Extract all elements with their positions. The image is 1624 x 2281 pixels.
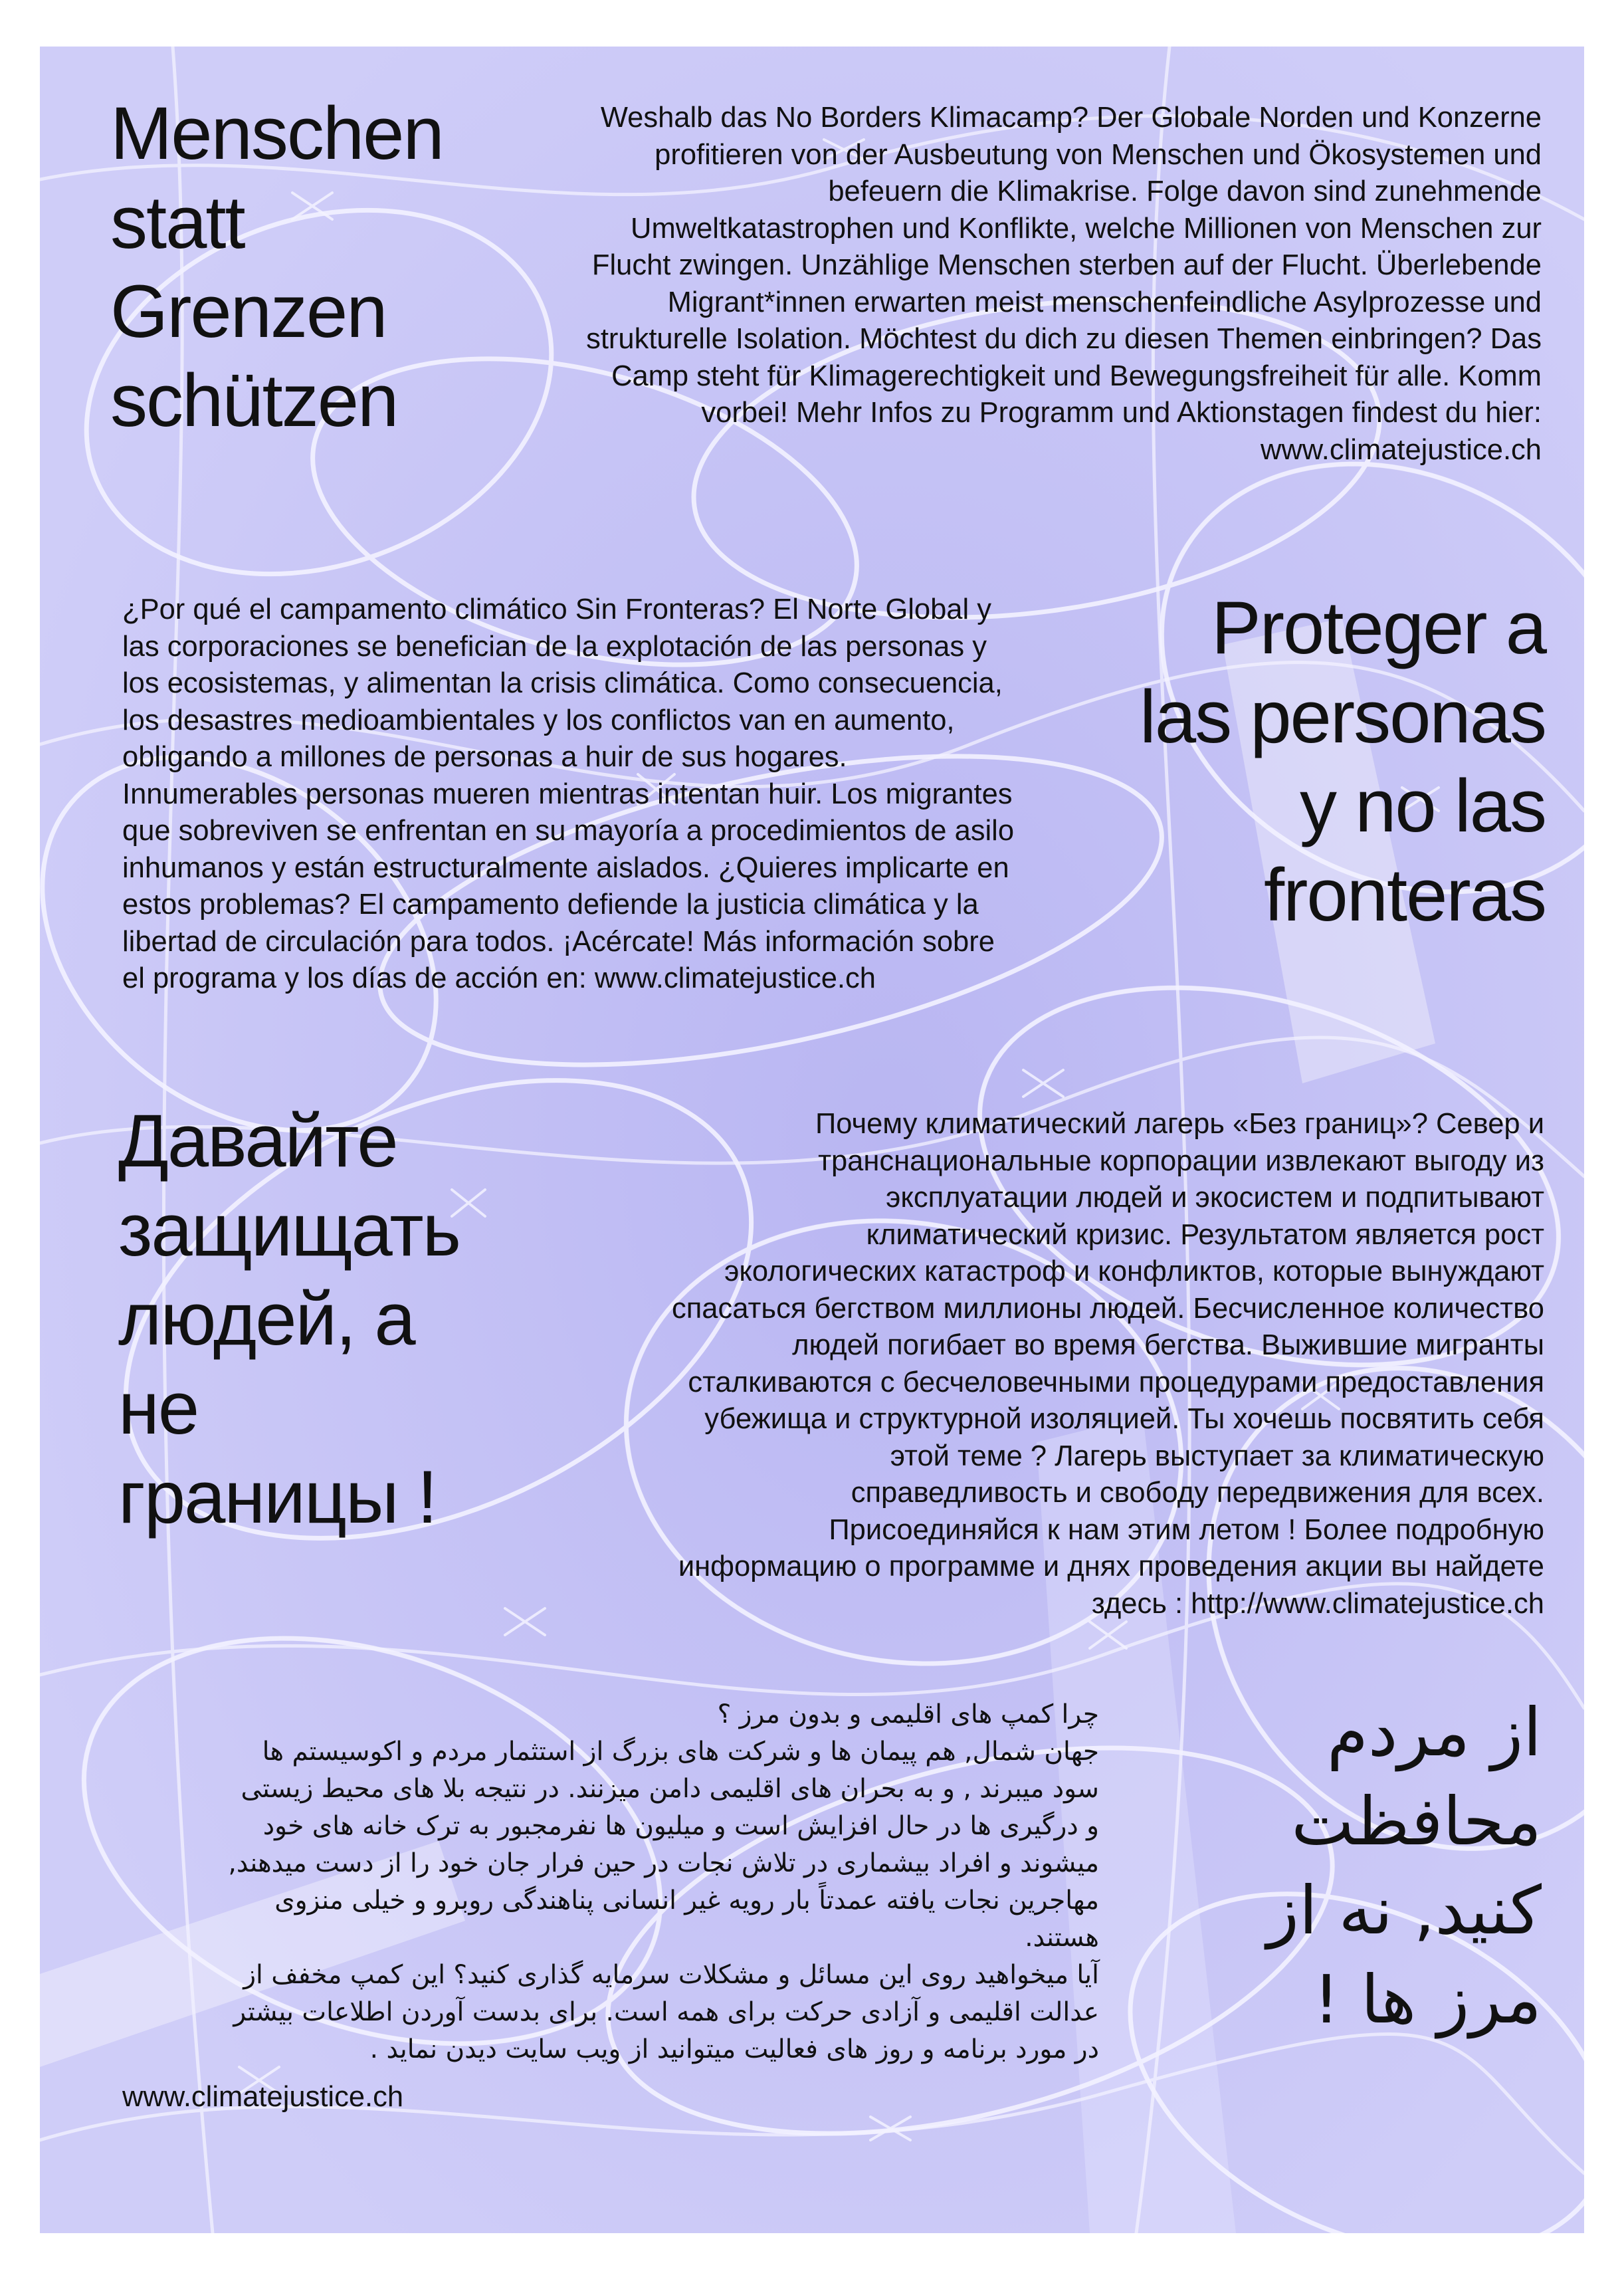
headline-german: Menschen statt Grenzen schützen — [110, 92, 443, 442]
poster-panel — [40, 47, 1584, 2233]
body-spanish: ¿Por qué el campamento climático Sin Fronteras? El Norte Global y las corporaciones se benefician de la explotación de las personas y los ecosistemas, y alimentan la crisis climática. Como consecuencia, los desastres medioambientales y los conflictos van en aumento, obligando a millones de personas a huir de sus hogares. Innumerables personas mueren mientras intentan huir. Los migrantes que sobreviven se enfrentan en su mayoría a procedimientos de asilo inhumanos y están estructuralmente aislados. ¿Quieres implicarte en estos problemas? El campamento defiende la justicia climática y la libertad de circulación para todos. ¡Acércate! Más información sobre el programa y los días de acción en: www.climatejustice.ch — [122, 594, 1015, 994]
body-russian: Почему климатический лагерь «Без границ»? Север и транснациональные корпорации извлекают выгоду из эксплуатации людей и экосистем и подпитывают климатический кризис. Результатом является рост экологических катастроф и конфликтов, которые вынуждают спасаться бегством миллионы людей. Бесчисленное количество людей погибает во время бегства. Выжившие мигранты сталкиваются с бесчеловечными процедурами предоставления убежища и структурной изоляцией. Ты хочешь посвятить себя этой теме ? Лагерь выступает за климатическую справедливость и свободу передвижения для всех. Присоединяйся к нам этим летом ! Более подробную информацию о программе и днях проведения акции вы найдете здесь : http://www.climatejustice.ch — [672, 1108, 1544, 1620]
headline-russian: Давайте защищать людей, а не границы ! — [118, 1099, 460, 1539]
body-persian: چرا کمپ های اقلیمی و بدون مرز ؟ جهان شمال, هم پیمان ها و شرکت های بزرگ از استثمار مردم و اکوسیستم ها سود میبرند , و به بحران های اقلیمی دامن میزنند. در نتیجه بلا های محیط زیستی و درگیری ها در حال افزایش است و میلیون ها نفرمجبور به ترک خانه های خود میشوند و افراد بیشماری در تلاش نجات در حین فرار جان خود را از دست میدهند, مهاجرین نجات یافته عمدتاً بار رویه غیر انسانی پناهندگی روبرو و خیلی منزوی هستند. آیا میخواهید روی این مسائل و مشکلات سرمایه گذاری کنید؟ این کمپ مخفف از عدالت اقلیمی و آزادی حرکت برای همه است. برای بدست آوردن اطلاعات بیشتر در مورد برنامه و روز های فعالیت میتوانید از ویب سایت دیدن نماید . — [228, 1699, 1099, 2064]
body-german: Weshalb das No Borders Klimacamp? Der Globale Norden und Konzerne profitieren von der Ausbeutung von Menschen und Ökosystemen und befeuern die Klimakrise. Folge davon sind zunehmende Umweltkatastrophen und Konflikte, welche Millionen von Menschen zur Flucht zwingen. Unzählige Menschen sterben auf der Flucht. Überlebende Migrant*innen erwarten meist menschenfeindliche Asylprozesse und strukturelle Isolation. Möchtest du dich zu diesen Themen einbringen? Das Camp steht für Klimagerechtigkeit und Bewegungsfreiheit für alle. Komm vorbei! Mehr Infos zu Programm und Aktionstagen findest du hier: www.climatejustice.ch — [586, 102, 1542, 466]
headline-spanish: Proteger a las personas y no las fronteras — [1139, 586, 1546, 936]
headline-persian: از مردم محافظت کنید, نه از مرز ها ! — [1267, 1693, 1542, 2038]
website-url: www.climatejustice.ch — [122, 2081, 404, 2113]
